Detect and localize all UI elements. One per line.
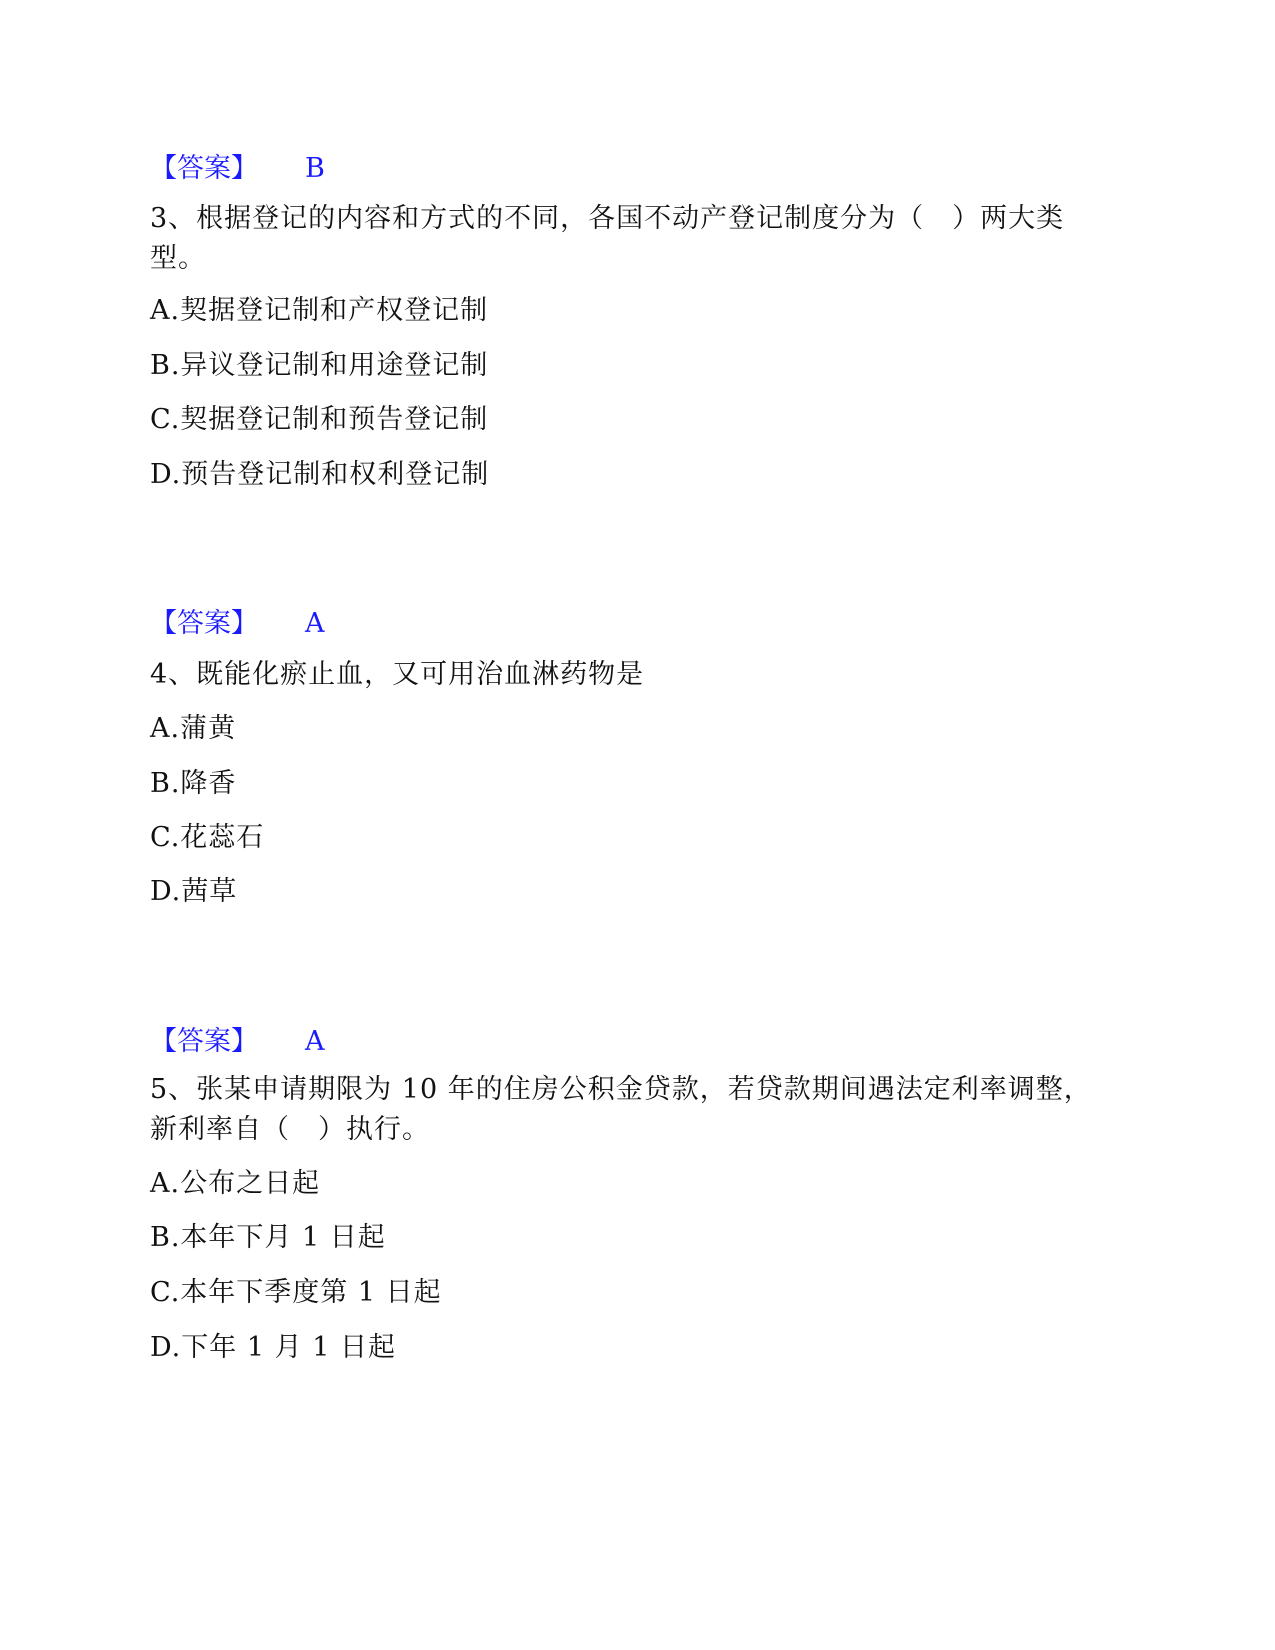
answer-line — [150, 607, 325, 641]
option-c: C.花蕊石 — [150, 822, 265, 853]
answer-label: 【答案】 — [150, 608, 258, 639]
option-b: B.降香 — [150, 768, 237, 799]
answer-line — [150, 1025, 325, 1059]
answer-value: A — [305, 608, 325, 639]
answer-label: 【答案】 — [150, 1026, 258, 1057]
answer-line — [150, 152, 325, 186]
option-a: A.蒲黄 — [150, 713, 237, 744]
option-a: A.公布之日起 — [150, 1168, 321, 1199]
question-text: 4、既能化瘀止血，又可用治血淋药物是 — [150, 659, 645, 690]
option-b: B.异议登记制和用途登记制 — [150, 350, 489, 381]
answer-label: 【答案】 — [150, 153, 258, 184]
question-text: 5、张某申请期限为 10 年的住房公积金贷款，若贷款期间遇法定利率调整，新利率自（ ）执行。 — [150, 1074, 1092, 1145]
option-a: A.契据登记制和产权登记制 — [150, 295, 489, 326]
option-b: B.本年下月 1 日起 — [150, 1222, 386, 1253]
question-text: 3、根据登记的内容和方式的不同，各国不动产登记制度分为（ ）两大类型。 — [150, 203, 1065, 274]
option-d: D.茜草 — [150, 876, 238, 907]
option-c: C.本年下季度第 1 日起 — [150, 1277, 442, 1308]
option-d: D.下年 1 月 1 日起 — [150, 1332, 396, 1363]
option-d: D.预告登记制和权利登记制 — [150, 459, 490, 490]
answer-value: A — [305, 1026, 325, 1057]
option-c: C.契据登记制和预告登记制 — [150, 404, 489, 435]
answer-value: B — [305, 153, 325, 184]
